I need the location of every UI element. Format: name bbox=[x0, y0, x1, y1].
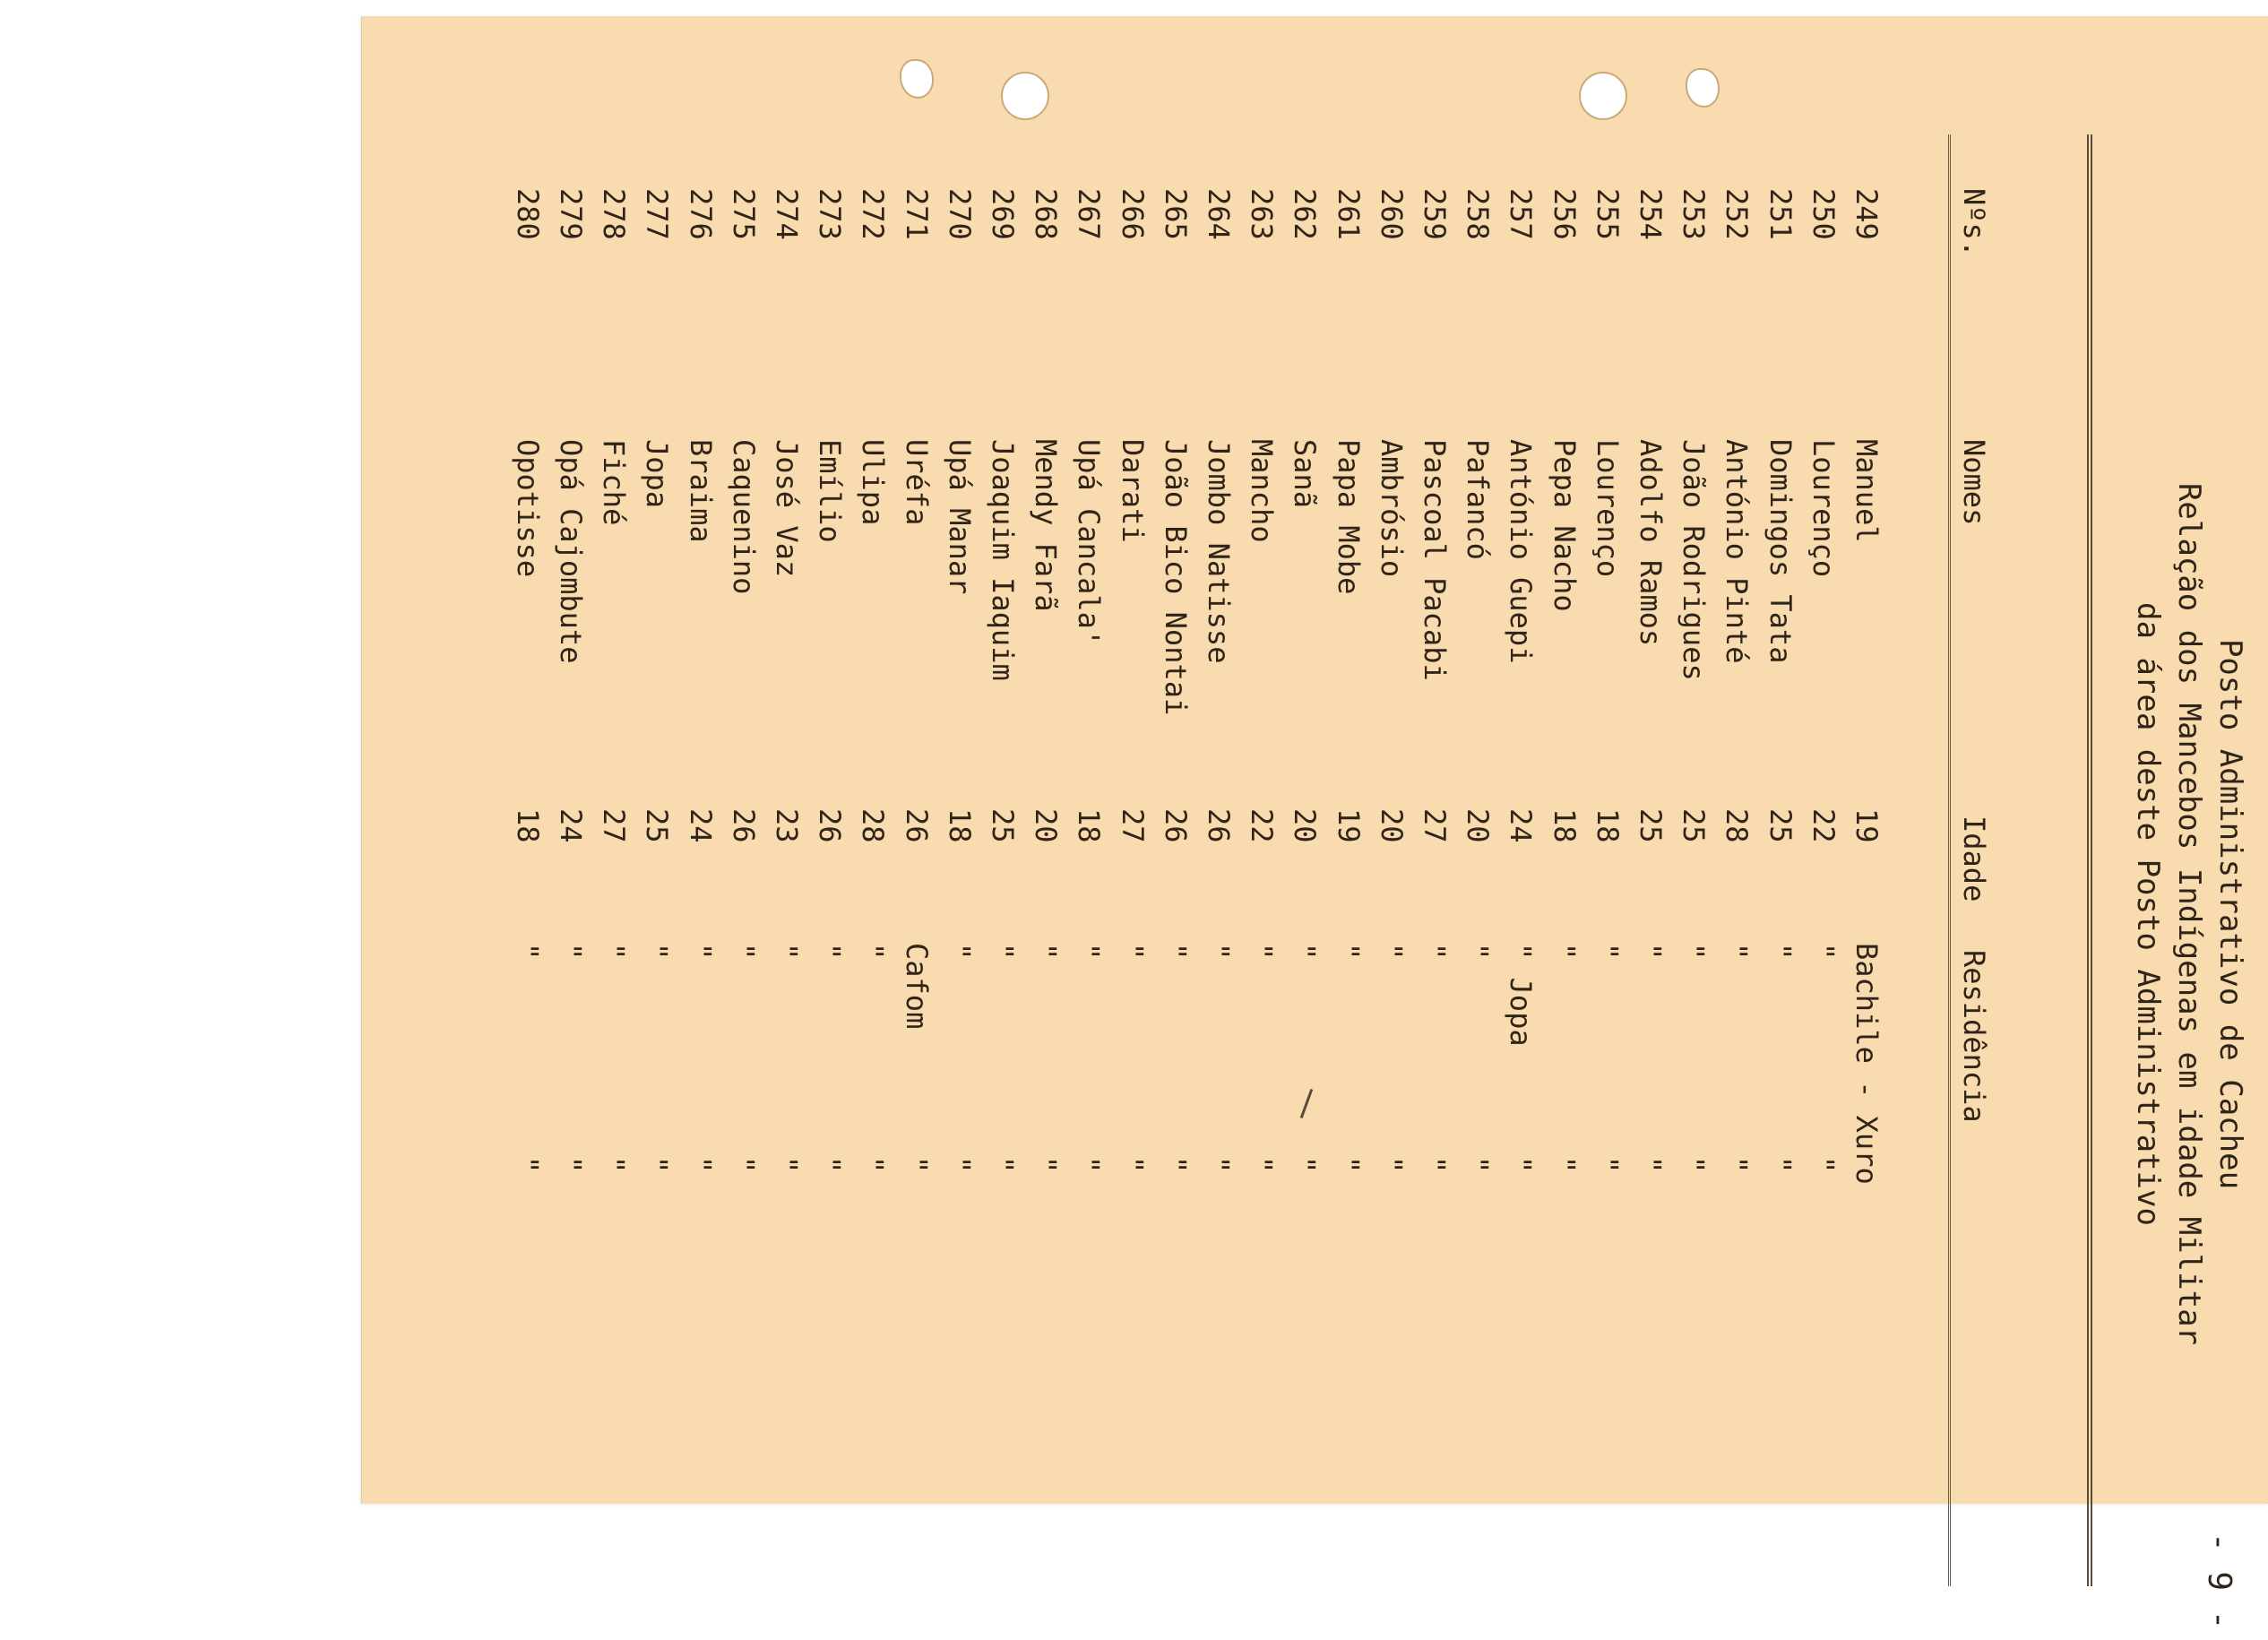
table-row bbox=[1584, 188, 1629, 1640]
row-name: António Guepi bbox=[1504, 439, 1539, 664]
row-name: Lourenço bbox=[1590, 439, 1625, 578]
table-row bbox=[1627, 188, 1672, 1640]
row-age: 25 bbox=[1677, 808, 1712, 843]
row-age: 27 bbox=[1115, 808, 1150, 843]
row-residence-ditto: " bbox=[1072, 1156, 1107, 1174]
row-residence-ditto: " bbox=[942, 1156, 977, 1174]
row-age: 20 bbox=[1288, 808, 1323, 843]
row-residence: " bbox=[1029, 943, 1064, 961]
row-number: 272 bbox=[856, 188, 891, 240]
row-age: 18 bbox=[1590, 808, 1625, 843]
row-residence-ditto: " bbox=[726, 1156, 761, 1174]
table-row bbox=[1065, 188, 1110, 1640]
row-name: Lourenço bbox=[1806, 439, 1841, 578]
row-age: 25 bbox=[1763, 808, 1798, 843]
row-name: João Rodrigues bbox=[1677, 439, 1712, 681]
row-age: 20 bbox=[1374, 808, 1409, 843]
title-line-2: Relação dos Mancebos Indígenas em idade Militar bbox=[2171, 482, 2207, 1346]
row-age: 26 bbox=[813, 808, 848, 843]
table-row bbox=[1368, 188, 1413, 1640]
row-number: 264 bbox=[1202, 188, 1236, 240]
row-residence-ditto: " bbox=[1720, 1156, 1755, 1174]
row-residence: " bbox=[1634, 943, 1668, 961]
table-row bbox=[979, 188, 1024, 1640]
column-header-age: Idade bbox=[1957, 816, 1991, 902]
row-age: 20 bbox=[1029, 808, 1064, 843]
row-number: 265 bbox=[1158, 188, 1193, 240]
row-residence-ditto: " bbox=[770, 1156, 804, 1174]
row-residence: " bbox=[813, 943, 848, 961]
row-residence: " bbox=[1677, 943, 1712, 961]
row-residence-ditto: " bbox=[899, 1156, 934, 1174]
row-residence: " bbox=[683, 943, 718, 961]
row-residence: " bbox=[1158, 943, 1193, 961]
row-residence-ditto: " bbox=[1763, 1156, 1798, 1174]
row-name: Caquenino bbox=[726, 439, 761, 595]
row-residence: Cafom bbox=[899, 943, 934, 1030]
row-name: Joaquim Iaquim bbox=[986, 439, 1020, 681]
row-residence-ditto: " bbox=[813, 1156, 848, 1174]
document-body bbox=[354, 188, 2248, 1640]
table-row bbox=[1670, 188, 1715, 1640]
row-age: 25 bbox=[1634, 808, 1668, 843]
row-number: 253 bbox=[1677, 188, 1712, 240]
table-row bbox=[763, 188, 808, 1640]
row-residence-ditto: " bbox=[1461, 1156, 1496, 1174]
row-residence-ditto: " bbox=[986, 1156, 1020, 1174]
row-name: Ambrósio bbox=[1374, 439, 1409, 578]
table-row bbox=[504, 188, 549, 1640]
row-number: 255 bbox=[1590, 188, 1625, 240]
row-residence-ditto: " bbox=[1245, 1156, 1280, 1174]
row-age: 24 bbox=[1504, 808, 1539, 843]
row-age: 28 bbox=[1720, 808, 1755, 843]
row-name: Pascoal Pacabi bbox=[1418, 439, 1452, 681]
row-number: 252 bbox=[1720, 188, 1755, 240]
table-row bbox=[677, 188, 722, 1640]
column-header-number: Nºs. bbox=[1957, 188, 1991, 258]
row-residence: " bbox=[510, 943, 545, 961]
row-name: Upá Cancala' bbox=[1072, 439, 1107, 647]
row-residence: " bbox=[1590, 943, 1625, 961]
punch-hole bbox=[1001, 72, 1049, 120]
row-residence: " bbox=[726, 943, 761, 961]
row-residence: " bbox=[770, 943, 804, 961]
row-name: Opá Cajombute bbox=[554, 439, 588, 664]
table-row bbox=[720, 188, 765, 1640]
row-number: 259 bbox=[1418, 188, 1452, 240]
row-age: 25 bbox=[986, 808, 1020, 843]
row-residence: " bbox=[986, 943, 1020, 961]
row-age: 18 bbox=[1072, 808, 1107, 843]
table-row bbox=[1757, 188, 1802, 1640]
row-residence-ditto: " bbox=[1029, 1156, 1064, 1174]
table-row bbox=[849, 188, 894, 1640]
row-name: Upá Manar bbox=[942, 439, 977, 595]
row-number: 268 bbox=[1029, 188, 1064, 240]
header-rule-bottom bbox=[1948, 134, 1951, 1586]
row-age: 26 bbox=[726, 808, 761, 843]
row-residence-ditto: " bbox=[1331, 1156, 1366, 1174]
table-row bbox=[1195, 188, 1240, 1640]
row-number: 266 bbox=[1115, 188, 1150, 240]
table-row bbox=[548, 188, 592, 1640]
row-residence-ditto: " bbox=[683, 1156, 718, 1174]
row-number: 269 bbox=[986, 188, 1020, 240]
row-name: Jombo Natisse bbox=[1202, 439, 1236, 664]
table-row bbox=[1411, 188, 1456, 1640]
row-age: 19 bbox=[1331, 808, 1366, 843]
row-residence-ditto: " bbox=[1288, 1156, 1323, 1174]
row-name: Mancho bbox=[1245, 439, 1280, 543]
row-number: 276 bbox=[683, 188, 718, 240]
row-age: 23 bbox=[770, 808, 804, 843]
table-row bbox=[1713, 188, 1758, 1640]
row-age: 28 bbox=[856, 808, 891, 843]
row-residence: " bbox=[1374, 943, 1409, 961]
row-residence: " bbox=[640, 943, 675, 961]
row-residence-ditto: " bbox=[1115, 1156, 1150, 1174]
table-row bbox=[1497, 188, 1542, 1640]
table-row bbox=[1022, 188, 1067, 1640]
row-residence: " bbox=[1720, 943, 1755, 961]
row-name: Ulipa bbox=[856, 439, 891, 526]
table-row bbox=[1325, 188, 1370, 1640]
column-header-name: Nomes bbox=[1957, 439, 1991, 526]
row-number: 260 bbox=[1374, 188, 1409, 240]
row-residence-ditto: " bbox=[1504, 1156, 1539, 1174]
row-residence: " bbox=[1245, 943, 1280, 961]
row-residence-ditto: " bbox=[1158, 1156, 1193, 1174]
row-name: Pafancó bbox=[1461, 439, 1496, 560]
row-residence: " bbox=[1418, 943, 1452, 961]
row-name: Opotisse bbox=[510, 439, 545, 578]
row-number: 262 bbox=[1288, 188, 1323, 240]
row-residence-ditto: " bbox=[554, 1156, 588, 1174]
row-residence-ditto: " bbox=[856, 1156, 891, 1174]
row-number: 267 bbox=[1072, 188, 1107, 240]
row-residence-ditto: " bbox=[640, 1156, 675, 1174]
row-age: 22 bbox=[1806, 808, 1841, 843]
row-residence: " bbox=[1288, 943, 1323, 961]
row-residence: " bbox=[554, 943, 588, 961]
row-number: 261 bbox=[1331, 188, 1366, 240]
row-name: Jopa bbox=[640, 439, 675, 509]
row-name: Adolfo Ramos bbox=[1634, 439, 1668, 647]
row-age: 25 bbox=[640, 808, 675, 843]
title-line-3: da área deste Posto Administrativo bbox=[2130, 602, 2166, 1226]
row-residence: " bbox=[597, 943, 632, 961]
row-residence: " bbox=[1115, 943, 1150, 961]
row-number: 271 bbox=[899, 188, 934, 240]
row-residence-ditto: " bbox=[1202, 1156, 1236, 1174]
page-number: - 9 - bbox=[2201, 1532, 2238, 1630]
row-age: 24 bbox=[554, 808, 588, 843]
table-row bbox=[893, 188, 938, 1640]
row-residence: Bachile - Xuro bbox=[1850, 943, 1884, 1185]
row-age: 18 bbox=[510, 808, 545, 843]
row-residence-ditto: " bbox=[1547, 1156, 1582, 1174]
table-row bbox=[1800, 188, 1845, 1640]
row-number: 280 bbox=[510, 188, 545, 240]
row-number: 278 bbox=[597, 188, 632, 240]
row-number: 275 bbox=[726, 188, 761, 240]
punch-hole bbox=[1579, 72, 1627, 120]
row-age: 19 bbox=[1850, 808, 1884, 843]
row-age: 18 bbox=[942, 808, 977, 843]
table-row bbox=[634, 188, 678, 1640]
table-row bbox=[1109, 188, 1154, 1640]
row-name: Domingos Tata bbox=[1763, 439, 1798, 664]
table-row bbox=[1843, 188, 1888, 1640]
row-name: Mendy Farã bbox=[1029, 439, 1064, 612]
table-row bbox=[1152, 188, 1197, 1640]
row-name: Uréfa bbox=[899, 439, 934, 526]
row-number: 263 bbox=[1245, 188, 1280, 240]
row-name: Braima bbox=[683, 439, 718, 543]
row-residence-ditto: " bbox=[1418, 1156, 1452, 1174]
torn-punch-hole bbox=[900, 59, 934, 99]
table-row bbox=[591, 188, 635, 1640]
row-residence-ditto: " bbox=[1590, 1156, 1625, 1174]
row-name: Sanã bbox=[1288, 439, 1323, 509]
row-age: 27 bbox=[597, 808, 632, 843]
row-age: 22 bbox=[1245, 808, 1280, 843]
table-row bbox=[1454, 188, 1499, 1640]
row-number: 270 bbox=[942, 188, 977, 240]
row-number: 279 bbox=[554, 188, 588, 240]
row-residence: " bbox=[942, 943, 977, 961]
row-number: 277 bbox=[640, 188, 675, 240]
row-number: 258 bbox=[1461, 188, 1496, 240]
row-residence-ditto: " bbox=[1806, 1156, 1841, 1174]
row-name: Fiché bbox=[597, 439, 632, 526]
row-number: 251 bbox=[1763, 188, 1798, 240]
row-residence-ditto: " bbox=[1374, 1156, 1409, 1174]
row-residence: " bbox=[856, 943, 891, 961]
row-number: 257 bbox=[1504, 188, 1539, 240]
row-name: Manuel bbox=[1850, 439, 1884, 543]
row-residence: " bbox=[1763, 943, 1798, 961]
row-age: 26 bbox=[1158, 808, 1193, 843]
table-row bbox=[1541, 188, 1586, 1640]
row-name: Pepa Nacho bbox=[1547, 439, 1582, 612]
row-number: 274 bbox=[770, 188, 804, 240]
row-residence-ditto: " bbox=[597, 1156, 632, 1174]
column-header-residence: Residência bbox=[1957, 950, 1991, 1123]
torn-punch-hole bbox=[1686, 68, 1720, 108]
row-age: 18 bbox=[1547, 808, 1582, 843]
row-age: 20 bbox=[1461, 808, 1496, 843]
title-line-1: Posto Administrativo de Cacheu bbox=[2212, 638, 2248, 1190]
table-row bbox=[936, 188, 981, 1640]
row-residence-ditto: " bbox=[1677, 1156, 1712, 1174]
row-name: João Bico Nontai bbox=[1158, 439, 1193, 716]
row-residence: " bbox=[1202, 943, 1236, 961]
table-row bbox=[806, 188, 851, 1640]
row-residence-ditto: " bbox=[510, 1156, 545, 1174]
row-name: Darati bbox=[1115, 439, 1150, 543]
row-name: Emílio bbox=[813, 439, 848, 543]
header-rule-top bbox=[2087, 134, 2092, 1586]
row-number: 254 bbox=[1634, 188, 1668, 240]
row-residence: " Jopa bbox=[1504, 943, 1539, 1047]
row-age: 27 bbox=[1418, 808, 1452, 843]
row-name: José Vaz bbox=[770, 439, 804, 578]
row-name: António Pinté bbox=[1720, 439, 1755, 664]
row-residence: " bbox=[1806, 943, 1841, 961]
row-age: 24 bbox=[683, 808, 718, 843]
row-number: 249 bbox=[1850, 188, 1884, 240]
row-number: 256 bbox=[1547, 188, 1582, 240]
table-row bbox=[1238, 188, 1283, 1640]
table-row bbox=[1281, 188, 1326, 1640]
row-residence: " bbox=[1461, 943, 1496, 961]
row-number: 250 bbox=[1806, 188, 1841, 240]
row-residence: " bbox=[1072, 943, 1107, 961]
row-name: Papa Mobe bbox=[1331, 439, 1366, 595]
row-age: 26 bbox=[1202, 808, 1236, 843]
row-residence: " bbox=[1547, 943, 1582, 961]
row-residence-ditto: " bbox=[1634, 1156, 1668, 1174]
row-number: 273 bbox=[813, 188, 848, 240]
row-residence: " bbox=[1331, 943, 1366, 961]
row-age: 26 bbox=[899, 808, 934, 843]
